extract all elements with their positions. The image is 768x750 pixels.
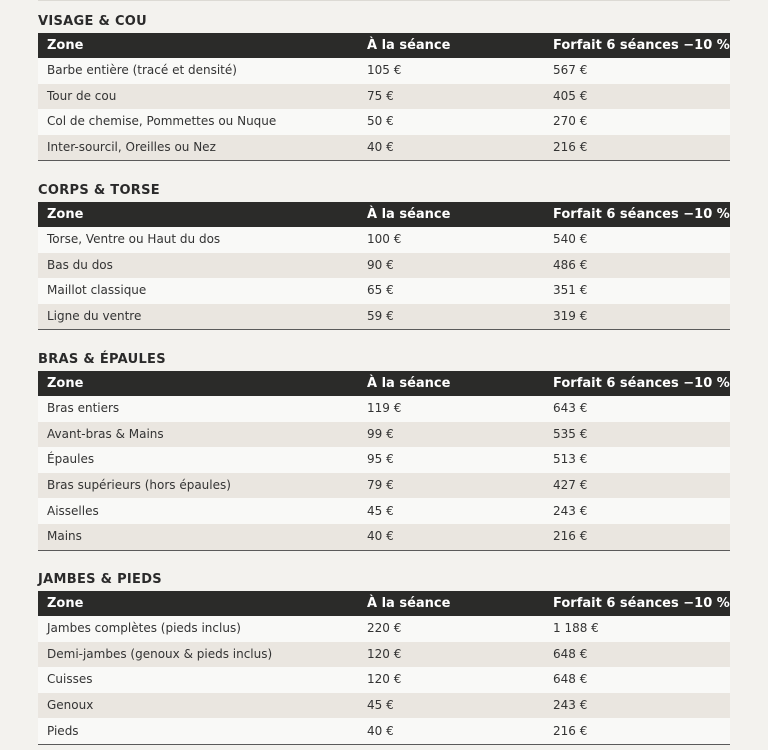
header-zone: Zone xyxy=(47,596,84,611)
package-price-cell: 643 € xyxy=(553,401,588,416)
package-price-cell: 1 188 € xyxy=(553,621,599,636)
table-row xyxy=(38,304,730,330)
single-price-cell: 90 € xyxy=(367,257,394,272)
zone-cell: Bas du dos xyxy=(47,257,113,272)
single-price-cell: 50 € xyxy=(367,114,394,129)
package-price-cell: 540 € xyxy=(553,232,588,247)
header-package-price: Forfait 6 séances −10 % xyxy=(553,207,730,222)
zone-cell: Mains xyxy=(47,529,82,544)
single-price-cell: 75 € xyxy=(367,88,394,103)
table-row xyxy=(38,278,730,304)
package-price-cell: 270 € xyxy=(553,114,588,129)
zone-cell: Inter-sourcil, Oreilles ou Nez xyxy=(47,140,216,155)
table-row xyxy=(38,498,730,524)
zone-cell: Maillot classique xyxy=(47,283,147,298)
table-row xyxy=(38,135,730,161)
zone-cell: Genoux xyxy=(47,698,94,713)
zone-cell: Avant-bras & Mains xyxy=(47,426,164,441)
header-zone: Zone xyxy=(47,376,84,391)
single-price-cell: 65 € xyxy=(367,283,394,298)
zone-cell: Barbe entière (tracé et densité) xyxy=(47,63,237,78)
zone-cell: Bras entiers xyxy=(47,401,120,416)
table-header-row xyxy=(38,371,730,396)
zone-cell: Tour de cou xyxy=(47,88,117,103)
single-price-cell: 120 € xyxy=(367,672,402,687)
table-header-row xyxy=(38,33,730,58)
package-price-cell: 216 € xyxy=(553,723,588,738)
package-price-cell: 427 € xyxy=(553,478,588,493)
package-price-cell: 216 € xyxy=(553,140,588,155)
package-price-cell: 648 € xyxy=(553,646,588,661)
section-corps-torse xyxy=(38,182,730,330)
package-price-cell: 243 € xyxy=(553,698,588,713)
single-price-cell: 79 € xyxy=(367,478,394,493)
zone-cell: Col de chemise, Pommettes ou Nuque xyxy=(47,114,277,129)
table-row xyxy=(38,109,730,135)
single-price-cell: 59 € xyxy=(367,309,394,324)
single-price-cell: 119 € xyxy=(367,401,402,416)
table-row xyxy=(38,422,730,448)
zone-cell: Pieds xyxy=(47,723,79,738)
table-row xyxy=(38,84,730,110)
table-row xyxy=(38,473,730,499)
section-title: JAMBES & PIEDS xyxy=(38,572,162,587)
table-row xyxy=(38,616,730,642)
table-row xyxy=(38,693,730,719)
single-price-cell: 40 € xyxy=(367,529,394,544)
table-row xyxy=(38,396,730,422)
package-price-cell: 567 € xyxy=(553,63,588,78)
zone-cell: Épaules xyxy=(47,452,95,467)
package-price-cell: 648 € xyxy=(553,672,588,687)
header-single-price: À la séance xyxy=(367,38,451,53)
package-price-cell: 351 € xyxy=(553,283,588,298)
header-single-price: À la séance xyxy=(367,207,451,222)
header-package-price: Forfait 6 séances −10 % xyxy=(553,596,730,611)
header-zone: Zone xyxy=(47,207,84,222)
section-title: BRAS & ÉPAULES xyxy=(38,352,166,367)
single-price-cell: 95 € xyxy=(367,452,394,467)
package-price-cell: 216 € xyxy=(553,529,588,544)
header-package-price: Forfait 6 séances −10 % xyxy=(553,376,730,391)
single-price-cell: 220 € xyxy=(367,621,402,636)
header-zone: Zone xyxy=(47,38,84,53)
package-price-cell: 405 € xyxy=(553,88,588,103)
price-table xyxy=(38,202,730,330)
section-title: CORPS & TORSE xyxy=(38,183,160,198)
header-package-price: Forfait 6 séances −10 % xyxy=(553,38,730,53)
zone-cell: Bras supérieurs (hors épaules) xyxy=(47,478,231,493)
single-price-cell: 45 € xyxy=(367,503,394,518)
header-single-price: À la séance xyxy=(367,596,451,611)
single-price-cell: 100 € xyxy=(367,232,402,247)
table-row xyxy=(38,642,730,668)
package-price-cell: 513 € xyxy=(553,452,588,467)
package-price-cell: 243 € xyxy=(553,503,588,518)
single-price-cell: 120 € xyxy=(367,646,402,661)
section-title: VISAGE & COU xyxy=(38,14,148,29)
zone-cell: Demi-jambes (genoux & pieds inclus) xyxy=(47,646,273,661)
single-price-cell: 40 € xyxy=(367,723,394,738)
table-row xyxy=(38,667,730,693)
package-price-cell: 319 € xyxy=(553,309,588,324)
table-row xyxy=(38,227,730,253)
zone-cell: Torse, Ventre ou Haut du dos xyxy=(47,232,221,247)
single-price-cell: 99 € xyxy=(367,426,394,441)
single-price-cell: 105 € xyxy=(367,63,402,78)
package-price-cell: 535 € xyxy=(553,426,588,441)
table-row xyxy=(38,58,730,84)
zone-cell: Aisselles xyxy=(47,503,99,518)
table-header-row xyxy=(38,591,730,616)
section-visage-cou xyxy=(38,13,730,161)
zone-cell: Jambes complètes (pieds inclus) xyxy=(47,621,241,636)
table-row xyxy=(38,718,730,744)
section-jambes-pieds xyxy=(38,571,730,745)
price-table xyxy=(38,33,730,161)
header-single-price: À la séance xyxy=(367,376,451,391)
package-price-cell: 486 € xyxy=(553,257,588,272)
table-row xyxy=(38,447,730,473)
table-row xyxy=(38,524,730,550)
table-header-row xyxy=(38,202,730,227)
table-row xyxy=(38,253,730,279)
zone-cell: Ligne du ventre xyxy=(47,309,142,324)
zone-cell: Cuisses xyxy=(47,672,93,687)
top-divider xyxy=(38,0,730,1)
price-table xyxy=(38,591,730,745)
price-table xyxy=(38,371,730,551)
single-price-cell: 45 € xyxy=(367,698,394,713)
section-bras-epaules xyxy=(38,351,730,551)
single-price-cell: 40 € xyxy=(367,140,394,155)
